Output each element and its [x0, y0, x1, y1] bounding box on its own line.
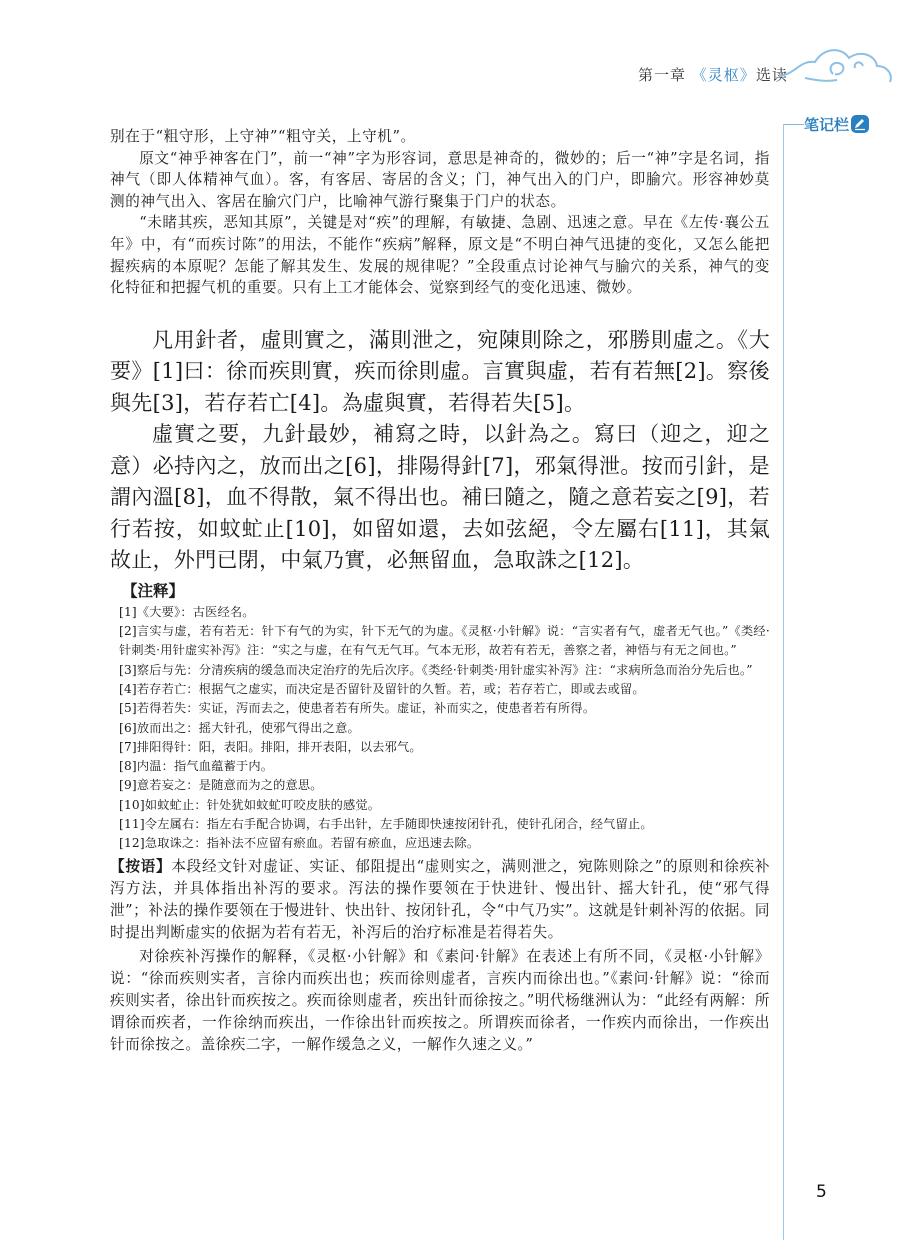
annotation-item: [7]排阳得针：阳，表阳。排阳，排开表阳，以去邪气。: [119, 739, 422, 754]
classic-text-1: 凡用針者，虛則實之，滿則泄之，宛陳則除之，邪勝則虛之。《大要》[1]曰：徐而疾則實，疾而徐則虛。言實與虛，若有若無[2]。察後與先[3]，若存若亡[4]。為虛與實，若得若失[5]。: [110, 327, 770, 415]
header-suffix: 选读: [755, 66, 788, 84]
paragraph-continuation: 别在于“粗守形，上守神”“粗守关，上守机”。: [110, 128, 416, 145]
annotation-item: [11]令左属右：指左右手配合协调，右手出针，左手随即快速按闭针孔，使针孔闭合，经气留止。: [119, 817, 653, 832]
page-number: 5: [816, 1182, 827, 1202]
header-book: 《灵枢》: [691, 66, 756, 84]
annotation-item: [5]若得若失：实证，泻而去之，使患者若有所失。虚证，补而实之，使患者若有所得。: [119, 701, 596, 716]
annotation-item: [9]意若妄之：是随意而为之的意思。: [119, 778, 323, 793]
paragraph-explanation-2: “未睹其疾，恶知其原”，关键是对“疾”的理解，有敏捷、急剧、迅速之意。早在《左传·襄公五年》中，有“而疾讨陈”的用法，不能作“疾病”解释，原文是“不明白神气迅捷的变化，又怎么能把握疾病的本原呢？怎能了解其发生、发展的规律呢？”全段重点讨论神气与腧穴的关系，神气的变化特征和把握气机的重要。只有上工才能体会、觉察到经气的变化迅速、微妙。: [110, 214, 770, 297]
paragraph-explanation-1: 原文“神乎神客在门”，前一“神”字为形容词，意思是神奇的，微妙的；后一“神”字是名词，指神气（即人体精神气血）。客，有客居、寄居的含义；门，神气出入的门户，即腧穴。形容神妙莫测的神气出入、客居在腧穴门户，比喻神气游行聚集于门户的状态。: [110, 149, 770, 210]
header-chapter: 第一章: [638, 66, 687, 84]
annotation-item: [12]急取诛之：指补法不应留有瘀血。若留有瘀血，应迅速去除。: [119, 836, 480, 851]
annotation-item: [3]察后与先：分清疾病的缓急而决定治疗的先后次序。《类经·针刺类·用针虚实补泻》注：“求病所急而治分先后也。”: [119, 662, 753, 677]
main-content: [110, 126, 770, 1056]
commentary-text-1: 本段经文针对虚证、实证、郁阻提出“虚则实之，满则泄之，宛陈则除之”的原则和徐疾补泻方法，并具体指出补泻的要求。泻法的操作要领在于快进针、慢出针、摇大针孔，使“邪气得泄”；补法的操作要领在于慢进针、快出针、按闭针孔，令“中气乃实”。这就是针刺补泻的依据。同时提出判断虚实的依据为若有若无，补泻后的治疗标准是若得若失。: [110, 857, 770, 941]
annotation-item: [6]放而出之：摇大针孔，使邪气得出之意。: [119, 720, 360, 735]
commentary-paragraph-2: 对徐疾补泻操作的解释，《灵枢·小针解》和《素问·针解》在表述上有所不同，《灵枢·小针解》说：“徐而疾则实者，言徐内而疾出也；疾而徐则虚者，言疾内而徐出也。”《素问·针解》说：“徐而疾则实者，徐出针而疾按之。疾而徐则虚者，疾出针而徐按之。”明代杨继洲认为：“此经有两解：所谓徐而疾者，一作徐纳而疾出，一作徐出针而疾按之。所谓疾而徐者，一作疾内而徐出，一作疾出针而徐按之。盖徐疾二字，一解作缓急之义，一解作久速之义。”: [110, 947, 770, 1053]
cloud-ornament-icon: [775, 38, 895, 93]
annotation-item: [8]内温：指气血蕴蓄于内。: [119, 759, 274, 774]
notes-rule: [784, 124, 804, 125]
commentary-paragraph-1: [110, 856, 770, 944]
classic-text-2: 虛實之要，九針最妙，補寫之時，以針為之。寫曰（迎之，迎之意）必持內之，放而出之[6]，排陽得針[7]，邪氣得泄。按而引針，是謂內溫[8]，血不得散，氣不得出也。補曰隨之，隨之意若妄之[9]，若行若按，如蚊虻止[10]，如留如還，去如弦絕，令左屬右[11]，其氣故止，外門已閉，中氣乃實，必無留血，急取誅之[12]。: [110, 422, 770, 573]
commentary-tag: 【按语】: [110, 857, 172, 875]
pencil-note-icon: [850, 114, 870, 134]
annotation-item: [10]如蚊虻止：针处犹如蚊虻叮咬皮肤的感觉。: [119, 797, 381, 812]
annotation-item: [4]若存若亡：根据气之虚实，而决定是否留针及留针的久暂。若，或；若存若亡，即或去或留。: [119, 681, 645, 696]
annotation-item: [2]言实与虚，若有若无：针下有气的为实，针下无气的为虚。《灵枢·小针解》说：“言实者有气，虚者无气也。”《类经·针刺类·用针虚实补泻》注：“实之与虚，在有气无气耳。气本无形，故若有若无，善察之者，神悟与有无之间也。”: [119, 624, 770, 658]
annotation-item: [1]《大要》：古医经名。: [119, 604, 255, 619]
annotation-list: [110, 603, 770, 854]
notes-heading: 【注释】: [122, 581, 185, 600]
notes-column-divider: [783, 124, 784, 1240]
notes-column-label: 笔记栏: [804, 116, 850, 134]
running-header: [638, 64, 788, 85]
